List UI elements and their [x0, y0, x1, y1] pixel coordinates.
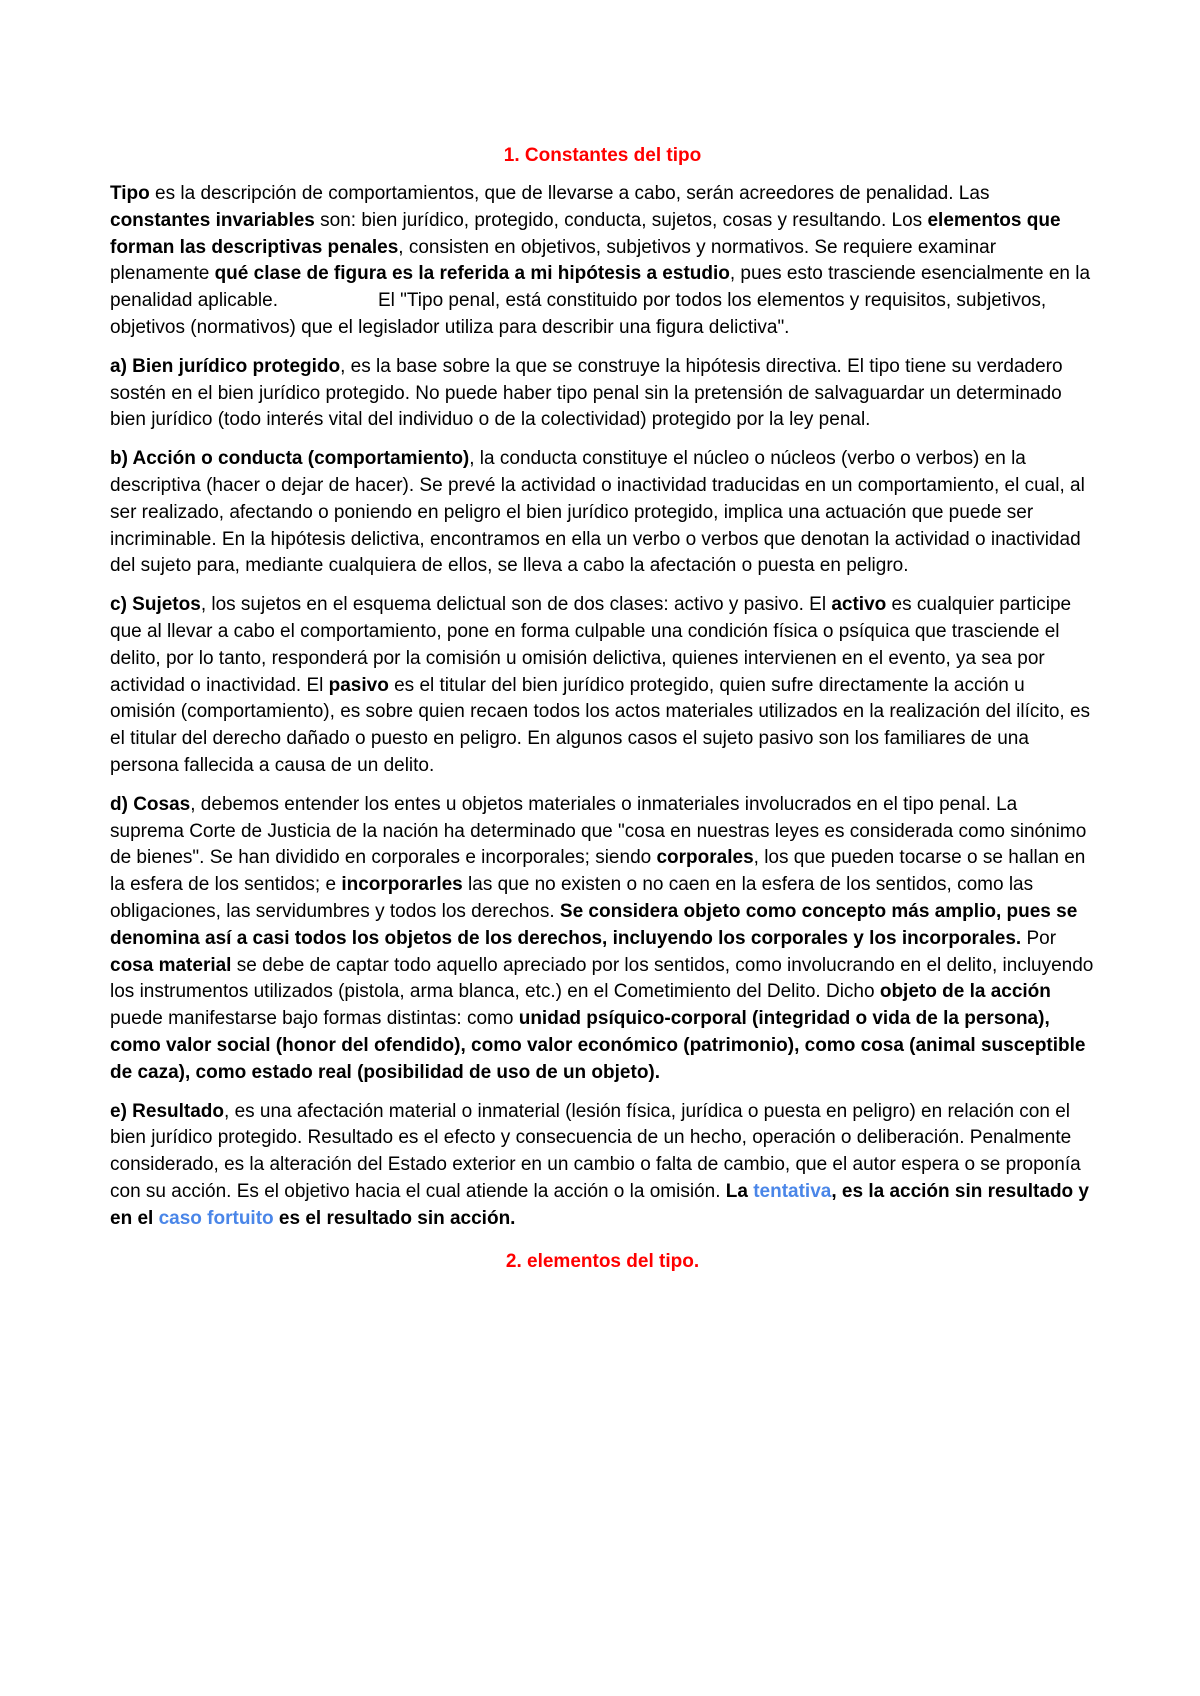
- term-la: La: [725, 1180, 754, 1202]
- term-constantes-invariables: constantes invariables: [110, 209, 315, 231]
- subheading-sujetos: c) Sujetos: [110, 594, 201, 616]
- cosas-text-3: las que no existen o no caen en la esfera de los sentidos, como las obligaciones, las servidumbres y todos los derechos.: [110, 874, 1034, 922]
- section-heading-1: 1. Constantes del tipo: [503, 145, 702, 166]
- term-pasivo: pasivo: [328, 674, 389, 696]
- cosas-text-2: , los que pueden tocarse o se hallan en la esfera de los sentidos; e: [110, 847, 1086, 896]
- sujetos-text-1: , los sujetos en el esquema delictual son de dos clases: activo y pasivo. El: [200, 594, 832, 616]
- accion-conducta-text: , la conducta constituye el núcleo o núcleos (verbo o verbos) en la descriptiva (hacer o dejar de hacer). Se prevé la actividad o inactividad traducidas en un comportamiento, el cual, al ser realizado, afectando o poniendo en peligro el bien jurídico protegido, implica una actuación que puede ser incriminable. En la hipótesis delictiva, encontramos en ella un verbo o verbos que denotan la actividad o inactividad del sujeto para, mediante cualquiera de ellos, se lleva a cabo la afectación o puesta en peligro.: [110, 448, 1085, 577]
- subheading-resultado: e) Resultado: [110, 1100, 225, 1122]
- document-page: [110, 142, 1095, 1275]
- term-objeto-concepto: Se considera objeto como concepto más amplio, pues se denomina así a casi todos los objetos de los derechos, incluyendo los corporales y los incorporales.: [110, 900, 1078, 949]
- sujetos-text-3: es el titular del bien jurídico protegido, quien sufre directamente la acción u omisión (comportamiento), es sobre quien recaen todos los actos materiales utilizados en la realización del ilícito, es el titular del derecho dañado o puesto en peligro. En algunos casos el sujeto pasivo son los familiares de una persona fallecida a causa de un delito.: [110, 674, 1091, 776]
- intro-text-3: , consisten en objetivos, subjetivos y normativos. Se requiere examinar plenamente: [110, 236, 997, 285]
- term-accion-sin-resultado: , es la acción sin resultado y en el: [110, 1180, 1090, 1229]
- bien-juridico-text: , es la base sobre la que se construye la hipótesis directiva. El tipo tiene su verdadero sostén en el bien jurídico protegido. No puede haber tipo penal sin la pretensión de salvaguardar un determinado bien jurídico (todo interés vital del individuo o de la colectividad) protegido por la ley penal.: [110, 355, 1063, 431]
- intro-text-4: , pues esto trasciende esencialmente en la penalidad aplicable.: [110, 263, 1091, 312]
- cosas-text-5: se debe de captar todo aquello apreciado por los sentidos, como involucrando en el delito, incluyendo los instrumentos utilizados (pistola, arma blanca, etc.) en el Cometimiento del Delito. Dicho: [110, 954, 1094, 1003]
- term-corporales: corporales: [656, 847, 754, 869]
- cosas-text-6: puede manifestarse bajo formas distintas: como: [110, 1008, 519, 1030]
- term-resultado-sin-accion: es el resultado sin acción.: [273, 1207, 516, 1229]
- resultado-text-1: , es una afectación material o inmaterial (lesión física, jurídica o puesta en peligro) en relación con el bien jurídico protegido. Resultado es el efecto y consecuencia de un hecho, operación o deliberación. Penalmente considerado, es la alteración del Estado exterior en un cambio o falta de cambio, que el autor espera o se proponía con su acción. Es el objetivo hacia el cual atiende la acción o la omisión.: [110, 1100, 1081, 1202]
- link-tentativa[interactable]: tentativa: [753, 1180, 832, 1202]
- term-elementos-descriptivas: elementos que forman las descriptivas penales: [110, 209, 1061, 258]
- intro-text-2: son: bien jurídico, protegido, conducta, sujetos, cosas y resultando. Los: [314, 209, 928, 231]
- subheading-cosas: d) Cosas: [110, 793, 191, 815]
- paragraph-accion-conducta: [110, 446, 1095, 580]
- term-objeto-accion: objeto de la acción: [879, 981, 1051, 1003]
- paragraph-cosas: [110, 792, 1095, 1087]
- intro-text-1: es la descripción de comportamientos, que de llevarse a cabo, serán acreedores de penalidad. Las: [149, 183, 990, 204]
- subheading-bien-juridico: a) Bien jurídico protegido: [110, 355, 341, 377]
- cosas-text-4: Por: [1021, 927, 1057, 949]
- term-tipo: Tipo: [110, 183, 150, 204]
- section-heading-2: 2. elementos del tipo.: [505, 1251, 700, 1273]
- intro-paragraph: [110, 181, 1095, 342]
- term-cosa-material: cosa material: [110, 954, 232, 976]
- term-incorporarles: incorporarles: [341, 874, 463, 896]
- sujetos-text-2: es cualquier participe que al llevar a cabo el comportamiento, pone en forma culpable una condición física o psíquica que trasciende el delito, por lo tanto, responderá por la comisión u omisión delictiva, quienes intervienen en el evento, ya sea por actividad o inactividad. El: [110, 594, 1072, 696]
- cosas-text-1: , debemos entender los entes u objetos materiales o inmateriales involucrados en el tipo penal. La suprema Corte de Justicia de la nación ha determinado que "cosa en nuestras leyes es considerada como sinónimo de bienes". Se han dividido en corporales e incorporales; siendo: [110, 793, 1087, 869]
- term-formas-objeto: unidad psíquico-corporal (integridad o vida de la persona), como valor social (honor del ofendido), como valor económico (patrimonio), como cosa (animal susceptible de caza), como estado real (posibilidad de uso de un objeto).: [110, 1008, 1086, 1083]
- link-caso-fortuito[interactable]: caso fortuito: [158, 1207, 274, 1229]
- subheading-accion-conducta: b) Acción o conducta (comportamiento): [110, 448, 470, 470]
- term-clase-figura: qué clase de figura es la referida a mi hipótesis a estudio: [214, 263, 730, 285]
- paragraph-resultado: [110, 1099, 1095, 1233]
- term-activo: activo: [831, 594, 887, 616]
- intro-text-5: El "Tipo penal, está constituido por todos los elementos y requisitos, subjetivos, objetivos (normativos) que el legislador utiliza para describir una figura delictiva".: [110, 290, 1047, 338]
- paragraph-sujetos: [110, 592, 1095, 780]
- paragraph-bien-juridico: [110, 354, 1095, 434]
